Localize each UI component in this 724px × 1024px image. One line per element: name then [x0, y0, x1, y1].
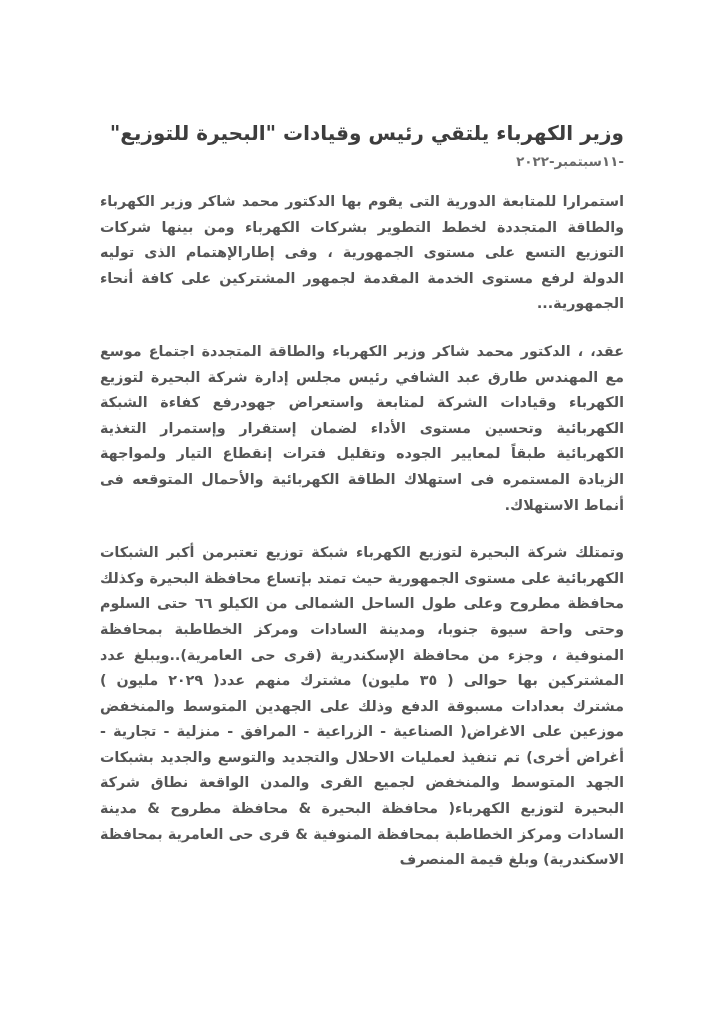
article-date: -١١سبتمبر-٢٠٢٢	[516, 154, 624, 170]
article-paragraph-3: وتمتلك شركة البحيرة لتوزيع الكهرباء شبكة توزيع تعتبرمن أكبر الشبكات الكهربائية على مستوى الجمهورية حيث تمتد بإتساع محافظة البحيرة وكذلك محافظة مطروح وعلى طول الساحل الشمالى من الكيلو ٦٦ حتى السلوم وحتى واحة سيوة جنوبا، ومدينة السادات ومركز الخطاطبة بمحافظة المنوفية ، وجزء من محافظة الإسكندرية (قرى حى العامرية)..ويبلغ عدد المشتركين بها حوالى ( ٣٥ مليون) مشترك منهم عدد( ٢٠٢٩ مليون ) مشترك بعدادات مسبوقة الدفع وذلك على الجهدين المتوسط والمنخفض موزعين على الاغراض( الصناعية - الزراعية - المرافق - منزلية - تجارية - أغراض أخرى) تم تنفيذ لعمليات الاحلال والتجديد والتوسع والجديد بشبكات الجهد المتوسط والمنخفض لجميع القرى والمدن الواقعة نطاق شركة البحيرة لتوزيع الكهرباء( محافظة البحيرة & محافظة مطروح & مدينة السادات ومركز الخطاطبة بمحافظة المنوفية & قرى حى العامرية بمحافظة الاسكندرية) وبلغ قيمة المنصرف	[100, 545, 624, 869]
article-title: وزير الكهرباء يلتقي رئيس وقيادات "البحيرة للتوزيع"	[109, 121, 624, 145]
article-paragraph-1: استمرارا للمتابعة الدورية التى يقوم بها الدكتور محمد شاكر وزير الكهرباء والطاقة المتجددة لخطط التطوير بشركات الكهرباء ومن بينها شركات التوزيع التسع على مستوى الجمهورية ، وفى إطارالإهتمام الذى توليه الدولة لرفع مستوى الخدمة المقدمة لجمهور المشتركين على كافة أنحاء الجمهورية...	[100, 194, 624, 313]
article	[100, 118, 624, 896]
article-paragraph-2: عقد، ، الدكتور محمد شاكر وزير الكهرباء والطاقة المتجددة اجتماع موسع مع المهندس طارق عبد الشافي رئيس مجلس إدارة شركة البحيرة لتوزيع الكهرباء وقيادات الشركة لمتابعة واستعراض جهودرفع كفاءة الشبكة الكهربائية وتحسين مستوى الأداء لضمان إستقرار وإستمرار التغذية الكهربائية طبقاً لمعايير الجوده وتقليل فترات إنقطاع التيار ولمواجهة الزيادة المستمره فى استهلاك الطاقة الكهربائية والأحمال المتوقعه فى أنماط الاستهلاك.	[100, 343, 624, 514]
